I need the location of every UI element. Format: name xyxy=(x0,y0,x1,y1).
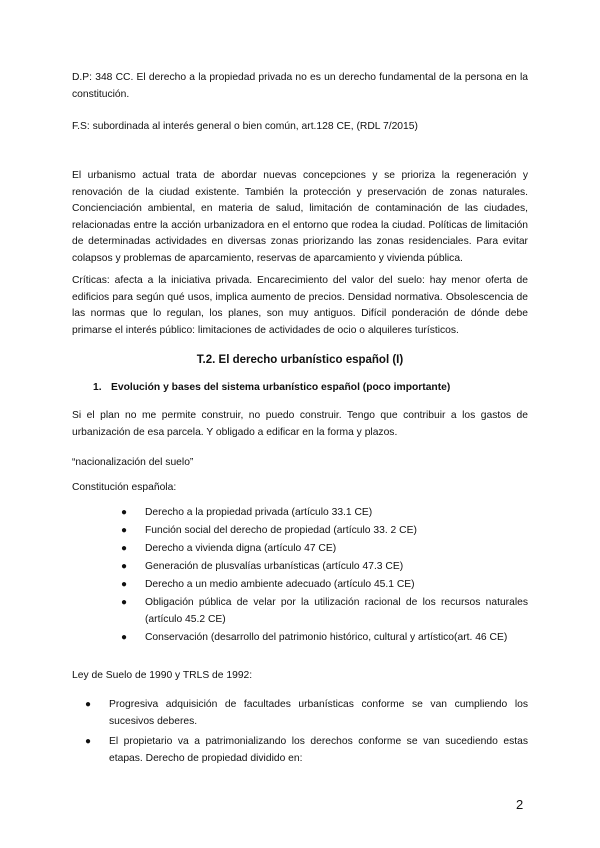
list-item: ● Conservación (desarrollo del patrimonio histórico, cultural y artístico(art. 46 CE) xyxy=(145,630,528,647)
list-item: ● El propietario va a patrimonializando los derechos conforme se van sucediendo estas etapas. Derecho de propiedad dividido en: xyxy=(85,736,528,764)
paragraph-nacionalizacion: “nacionalización del suelo” xyxy=(72,457,194,468)
paragraph-dp: D.P: 348 CC. El derecho a la propiedad privada no es un derecho fundamental de la persona en la constitución. xyxy=(72,72,528,100)
bullet-icon: ● xyxy=(85,699,92,710)
page-number: 2 xyxy=(516,797,524,812)
section-title: T.2. El derecho urbanístico español (I) xyxy=(196,354,404,366)
ley-list xyxy=(85,697,528,769)
bullet-icon: ● xyxy=(121,597,128,608)
list-item: ● Generación de plusvalías urbanísticas (artículo 47.3 CE) xyxy=(145,559,528,576)
bullet-icon: ● xyxy=(85,736,92,747)
heading-1-number: 1. xyxy=(93,382,102,393)
bullet-icon: ● xyxy=(121,579,128,590)
list-item: ● Derecho a un medio ambiente adecuado (artículo 45.1 CE) xyxy=(145,577,528,594)
heading-1 xyxy=(93,382,450,393)
paragraph-fs: F.S: subordinada al interés general o bien común, art.128 CE, (RDL 7/2015) xyxy=(72,121,418,132)
list-item: ● Función social del derecho de propiedad (artículo 33. 2 CE) xyxy=(145,523,528,540)
paragraph-criticas: Críticas: afecta a la iniciativa privada. Encarecimiento del valor del suelo: hay menor oferta de edificios para según qué usos, implica aumento de precios. Densidad normativa. Obsolescencia de las normas que lo regulan, los planes, son muy antiguos. Difícil ponderación de dónde debe primarse el interés público: limitaciones de actividades de ocio o alquileres turísticos. xyxy=(72,275,528,336)
bullet-icon: ● xyxy=(121,631,128,643)
list-item: ● Progresiva adquisición de facultades urbanísticas conforme se van cumpliendo los sucesivos deberes. xyxy=(85,699,528,727)
bullet-icon: ● xyxy=(121,507,128,518)
bullet-icon: ● xyxy=(121,543,128,554)
constitucion-list xyxy=(121,505,528,648)
list-item: ● Obligación pública de velar por la utilización racional de los recursos naturales (artículo 45.2 CE) xyxy=(121,597,528,625)
heading-1-text: Evolución y bases del sistema urbanístico español (poco importante) xyxy=(111,382,451,393)
paragraph-ley: Ley de Suelo de 1990 y TRLS de 1992: xyxy=(72,670,253,681)
paragraph-constitucion: Constitución española: xyxy=(72,482,177,493)
bullet-icon: ● xyxy=(121,525,128,536)
bullet-icon: ● xyxy=(121,561,128,572)
list-item: ● Derecho a la propiedad privada (artículo 33.1 CE) xyxy=(145,505,528,522)
paragraph-plan: Si el plan no me permite construir, no puedo construir. Tengo que contribuir a los gastos de urbanización de esa parcela. Y obligado a edificar en la forma y plazos. xyxy=(72,410,528,438)
paragraph-urbanismo: El urbanismo actual trata de abordar nuevas concepciones y se prioriza la regeneración y renovación de la ciudad existente. También la protección y preservación de zonas naturales. Concienciación ambiental, en materia de salud, limitación de contaminación de las ciudades, relacionadas entre la acción urbanizadora en el entorno que rodea la ciudad. Políticas de limitación de determinadas actividades en diversas zonas priorizando las zonas residenciales. Para evitar colapsos y problemas de aparcamiento, reservas de aparcamiento y vivienda pública. xyxy=(72,170,528,264)
list-item: ● Derecho a vivienda digna (artículo 47 CE) xyxy=(145,541,528,558)
